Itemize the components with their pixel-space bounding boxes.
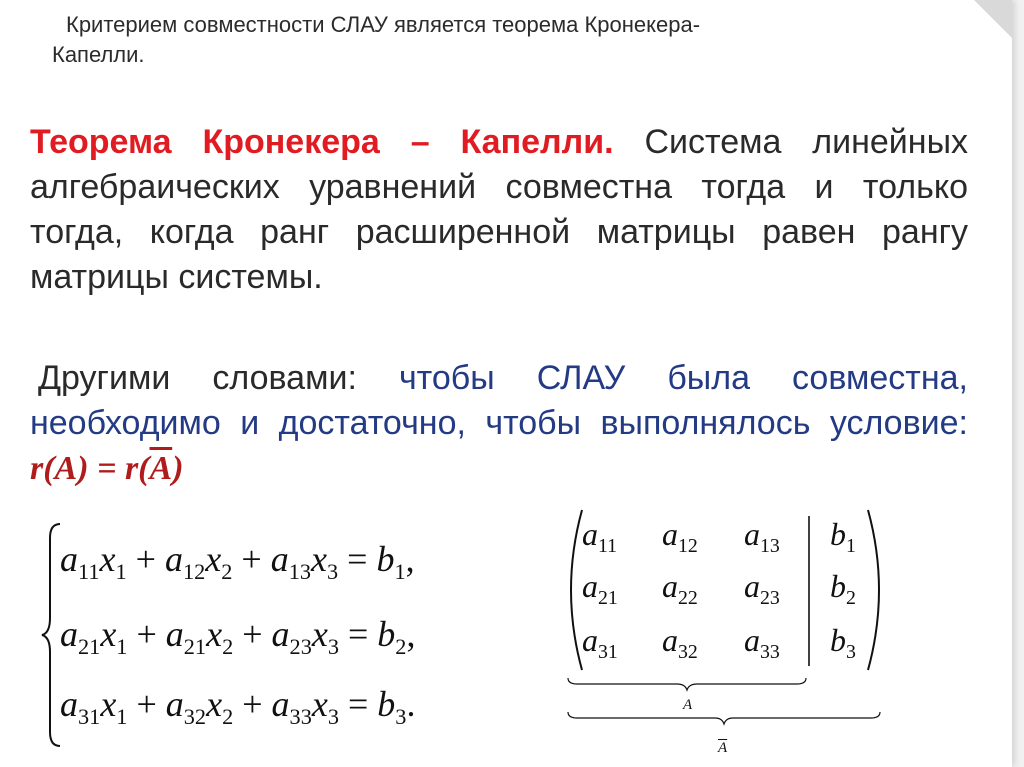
coefficient — [271, 614, 312, 659]
matrix-cell-index: 22 — [678, 586, 698, 609]
matrix-cell-index: 31 — [598, 640, 618, 663]
variable-letter: x — [205, 539, 222, 579]
variable — [311, 684, 339, 729]
end-punct: , — [405, 539, 415, 579]
rhs-term-index: 1 — [394, 558, 406, 584]
coefficient-index: 31 — [78, 703, 101, 729]
coefficient — [165, 614, 207, 659]
coefficient — [165, 684, 207, 729]
variable — [206, 684, 234, 729]
rhs-term-letter: b — [377, 614, 396, 654]
coefficient-letter: a — [60, 539, 78, 579]
matrix-cell-letter: a — [582, 568, 598, 604]
matrix-cell — [662, 622, 698, 664]
coefficient-letter: a — [165, 684, 184, 724]
matrix-cell — [744, 622, 780, 664]
matrix-cell-letter: a — [662, 516, 678, 552]
plus-sign: + — [127, 684, 166, 724]
equation-system — [40, 520, 500, 750]
matrix-cell-letter: a — [744, 622, 760, 658]
matrix-rhs-cell-letter: b — [830, 622, 846, 658]
underbraces — [565, 676, 895, 756]
rank-condition-rhs-post: ) — [172, 450, 184, 487]
variable-index: 3 — [327, 633, 339, 659]
variable — [205, 539, 233, 584]
rhs-term — [377, 684, 407, 729]
intro-line-2: Капелли. — [52, 42, 145, 67]
coefficient-index: 23 — [289, 633, 312, 659]
variable-letter: x — [311, 684, 328, 724]
matrix-cell — [582, 516, 617, 558]
matrix-cell-index: 13 — [760, 534, 780, 557]
variable — [311, 614, 339, 659]
matrix-rhs-cell-index: 3 — [846, 640, 856, 663]
variable-index: 2 — [222, 703, 234, 729]
coefficient-letter: a — [271, 684, 290, 724]
variable-index: 3 — [327, 558, 339, 584]
theorem-text: Система линейных алгебраических уравнений совместна тогда и только тогда, когда ранг расширенной матрицы равен рангу матрицы системы. — [30, 123, 969, 296]
page-fold-corner — [974, 0, 1012, 38]
rank-condition-rhs-pre: r( — [124, 450, 150, 487]
variable-index: 1 — [115, 558, 127, 584]
underbrace-label-A-bar: $\overline{A}$ — [718, 740, 728, 756]
intro-line-1: Критерием совместности СЛАУ является теорема Кронекера- — [66, 12, 701, 37]
matrix-cell — [662, 516, 698, 558]
coefficient-index: 12 — [182, 558, 206, 584]
matrix-cell-index: 12 — [678, 534, 698, 557]
theorem-title: Теорема Кронекера – Капелли. — [30, 123, 614, 161]
variable — [100, 614, 128, 659]
intro-text — [52, 10, 952, 70]
rhs-term — [377, 614, 407, 659]
variable-letter: x — [311, 539, 327, 579]
coefficient — [60, 684, 101, 729]
rank-condition-eq: = — [88, 450, 125, 487]
variable-letter: x — [311, 614, 328, 654]
other-words-lead: Другими словами: — [38, 359, 357, 397]
matrix-rhs-cell — [830, 622, 856, 664]
rhs-term-letter: b — [376, 539, 395, 579]
variable — [311, 539, 339, 584]
matrix-rhs-cell-letter: b — [830, 516, 846, 552]
matrix-cell-letter: a — [662, 622, 678, 658]
plus-sign: + — [232, 539, 271, 579]
end-punct: . — [406, 684, 416, 724]
matrix-cell-index: 33 — [760, 640, 780, 663]
coefficient — [60, 614, 101, 659]
coefficient-index: 21 — [183, 633, 207, 659]
theorem-paragraph — [30, 120, 968, 300]
rank-condition-lhs: r(A) — [30, 450, 89, 487]
variable — [99, 539, 127, 584]
rank-condition — [30, 450, 184, 487]
matrix-rhs-cell-letter: b — [830, 568, 846, 604]
matrix-cell-letter: a — [582, 622, 598, 658]
matrix-cell — [662, 568, 698, 610]
equals-sign: = — [338, 684, 378, 724]
other-words-paragraph — [30, 356, 968, 491]
matrix-cell-index: 32 — [678, 640, 698, 663]
variable-letter: x — [100, 684, 117, 724]
equation-row-1 — [60, 538, 415, 585]
variable-letter: x — [206, 684, 223, 724]
coefficient — [271, 684, 312, 729]
variable-index: 2 — [221, 558, 233, 584]
matrix-rhs-cell-index: 2 — [846, 586, 856, 609]
augmented-matrix — [560, 506, 890, 676]
plus-sign: + — [126, 539, 165, 579]
matrix-cell-letter: a — [744, 516, 760, 552]
matrix-cell — [582, 622, 618, 664]
matrix-cell-letter: a — [582, 516, 598, 552]
other-words-text: чтобы СЛАУ была совместна, необходимо и достаточно, чтобы выполнялось условие: — [30, 359, 968, 442]
coefficient-letter: a — [60, 684, 78, 724]
coefficient-letter: a — [270, 539, 289, 579]
equation-row-3 — [60, 683, 415, 730]
matrix-cell-letter: a — [662, 568, 678, 604]
equals-sign: = — [338, 539, 377, 579]
variable-letter: x — [206, 614, 223, 654]
matrix-cell-letter: a — [744, 568, 760, 604]
coefficient-index: 32 — [183, 703, 207, 729]
variable-index: 1 — [116, 633, 128, 659]
coefficient — [270, 539, 312, 584]
coefficient-letter: a — [165, 614, 184, 654]
coefficient-index: 11 — [78, 558, 100, 584]
plus-sign: + — [127, 614, 166, 654]
coefficient-letter: a — [164, 539, 183, 579]
equals-sign: = — [338, 614, 378, 654]
matrix-cell-index: 11 — [598, 534, 618, 557]
matrix-cell — [582, 568, 618, 610]
variable-index: 2 — [222, 633, 234, 659]
rhs-term-index: 2 — [395, 633, 407, 659]
coefficient-letter: a — [60, 614, 78, 654]
variable — [100, 684, 128, 729]
matrix-cell-index: 21 — [598, 586, 618, 609]
coefficient-index: 21 — [78, 633, 101, 659]
plus-sign: + — [233, 684, 272, 724]
underbrace-label-A: A — [683, 697, 693, 713]
variable — [206, 614, 234, 659]
matrix-rhs-cell — [830, 568, 856, 610]
coefficient-letter: a — [271, 614, 290, 654]
matrix-cell-index: 23 — [760, 586, 780, 609]
rank-condition-rhs-var: $\overline{A}$ — [149, 450, 173, 487]
coefficient — [60, 539, 100, 584]
variable-letter: x — [99, 539, 116, 579]
left-brace-icon — [40, 520, 62, 750]
rhs-term — [376, 539, 406, 584]
rhs-term-letter: b — [377, 684, 396, 724]
variable-letter: x — [100, 614, 117, 654]
matrix-rhs-cell — [830, 516, 856, 558]
coefficient-index: 13 — [288, 558, 312, 584]
plus-sign: + — [233, 614, 272, 654]
rhs-term-index: 3 — [395, 703, 407, 729]
equation-row-2 — [60, 613, 415, 660]
variable-index: 3 — [327, 703, 339, 729]
variable-index: 1 — [116, 703, 128, 729]
matrix-cell — [744, 516, 780, 558]
end-punct: , — [406, 614, 416, 654]
coefficient — [164, 539, 206, 584]
coefficient-index: 33 — [289, 703, 312, 729]
matrix-cell — [744, 568, 780, 610]
matrix-rhs-cell-index: 1 — [846, 534, 856, 557]
